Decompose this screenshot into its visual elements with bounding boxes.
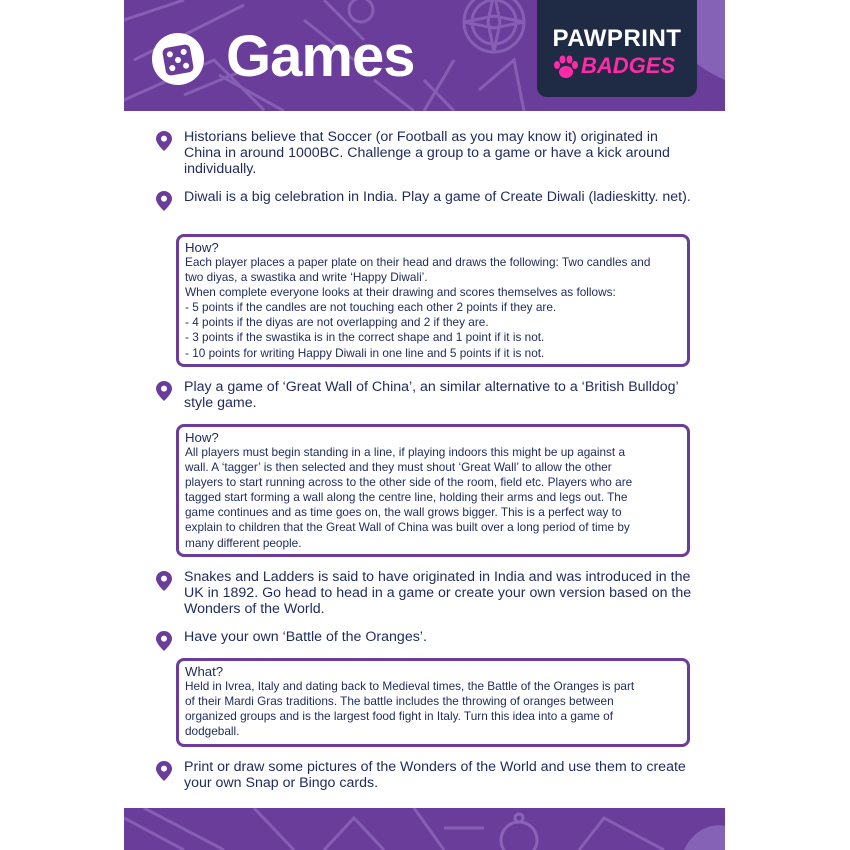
box-line: tagged start forming a wall along the centre line, holding their arms and legs out. The	[185, 490, 628, 505]
header-banner	[124, 0, 725, 111]
brand-name-bottom: BADGES	[581, 53, 676, 78]
how-box-great-wall	[176, 424, 690, 557]
box-line: dodgeball.	[185, 724, 240, 739]
location-pin-icon	[156, 631, 172, 651]
box-heading: What?	[185, 664, 224, 679]
compass-icon	[501, 814, 537, 850]
box-line: - 5 points if the candles are not touching each other 2 points if they are.	[185, 300, 557, 315]
item-text: Snakes and Ladders is said to have originated in India and was introduced in the UK in 1892. Go head to head in a game or create your own version based on the Wonders of the World.	[184, 569, 692, 617]
paw-icon	[553, 55, 579, 79]
box-line: wall. A ‘tagger’ is then selected and they must shout ‘Great Wall’ to allow the other	[185, 460, 612, 475]
box-line: - 10 points for writing Happy Diwali in one line and 5 points if it is not.	[185, 345, 545, 360]
dice-icon	[152, 33, 204, 85]
box-line: game continues and as time goes on, the wall grows bigger. This is a perfect way to	[185, 505, 622, 520]
box-line: - 4 points if the diyas are not overlapping and 2 if they are.	[185, 315, 489, 330]
item-text: Have your own ‘Battle of the Oranges’.	[184, 629, 427, 645]
item-text: Diwali is a big celebration in India. Play a game of Create Diwali (ladieskitty. net).	[184, 189, 691, 205]
what-box-battle-of-oranges	[176, 658, 690, 747]
location-pin-icon	[156, 191, 172, 211]
location-pin-icon	[156, 381, 172, 401]
box-line: two diyas, a swastika and write ‘Happy Diwali’.	[185, 270, 428, 285]
box-line: explain to children that the Great Wall of China was built over a long period of time by	[185, 520, 630, 535]
footer-banner	[124, 808, 725, 850]
location-pin-icon	[156, 131, 172, 151]
box-line: Held in Ivrea, Italy and dating back to Medieval times, the Battle of the Oranges is part	[185, 679, 635, 693]
page	[124, 0, 725, 850]
box-line: organized groups and is the largest food fight in Italy. Turn this idea into a game of	[185, 709, 614, 724]
item-text: Print or draw some pictures of the Wonders of the World and use them to create your own Snap or Bingo cards.	[184, 759, 686, 791]
location-pin-icon	[156, 761, 172, 781]
box-line: - 3 points if the swastika is in the correct shape and 1 point if it is not.	[185, 330, 545, 345]
box-line: many different people.	[185, 535, 302, 550]
box-line: When complete everyone looks at their drawing and scores themselves as follows:	[185, 285, 616, 300]
brand-name-top: PAWPRINT	[552, 25, 682, 52]
page-title: Games	[226, 24, 415, 89]
brand-logo	[537, 0, 697, 97]
box-line: players to start running across to the other side of the room, field etc. Players who are	[185, 475, 633, 490]
box-line: Each player places a paper plate on their head and draws the following: Two candles and	[185, 255, 651, 269]
how-box-diwali	[176, 234, 690, 367]
location-pin-icon	[156, 571, 172, 591]
box-line: of their Mardi Gras traditions. The battle includes the throwing of oranges between	[185, 694, 614, 709]
box-line: All players must begin standing in a line, if playing indoors this might be up against a	[185, 445, 626, 459]
item-text: Historians believe that Soccer (or Football as you may know it) originated in China in around 1000BC. Challenge a group to a game or have a kick around individually.	[184, 129, 670, 177]
box-heading: How?	[185, 430, 219, 445]
item-text: Play a game of ‘Great Wall of China’, an similar alternative to a ‘British Bulldog’ style game.	[184, 379, 679, 411]
background-doodles	[124, 808, 725, 850]
dice-icon-badge	[152, 33, 204, 85]
box-heading: How?	[185, 240, 219, 255]
